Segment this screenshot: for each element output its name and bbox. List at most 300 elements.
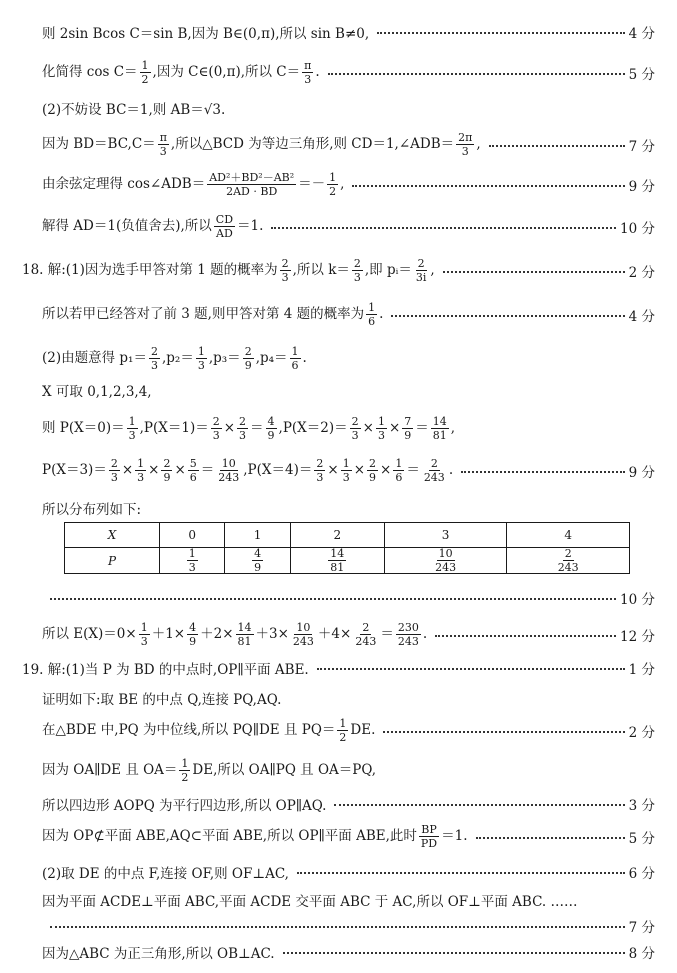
fraction-denominator: 81 [330,561,345,574]
line-text [42,794,326,814]
line-text [42,302,383,327]
line-text [22,258,435,283]
score-mark: 4 分 [628,308,655,325]
fraction-denominator: 243 [218,471,240,484]
line-text [42,824,468,849]
score-mark: 6 分 [628,866,655,882]
fraction-numerator: 2 [212,415,220,428]
text-run: 因为 BD＝BC,C＝ [42,136,156,152]
dot-leader [334,804,624,806]
text-run: 因为平面 ACDE⊥平面 ABC,平面 ACDE 交平面 ABC 于 AC,所以 OF⊥平面 ABC. …… [42,894,578,910]
text-run: ＋1× [151,626,186,642]
text-run: 化简得 cos C＝ [42,64,138,80]
fraction-denominator: 6 [395,471,403,484]
text-run: ＝ [415,420,429,436]
dot-leader [283,952,625,954]
text-run: DE. [350,722,376,738]
fraction-numerator: 5 [189,457,197,470]
text-run: 19. 解:(1)当 P 为 BD 的中点时,OP∥平面 ABE. [22,662,309,678]
fraction-denominator: 3 [212,429,220,442]
solution-line [22,658,655,678]
dot-leader [461,471,625,473]
fraction-numerator: π [159,131,167,144]
fraction [422,458,447,483]
text-run: 所以 E(X)＝0× [42,626,137,642]
dot-leader [352,185,624,187]
text-run: , [450,420,456,436]
text-run: (2)取 DE 的中点 F,连接 OF,则 OF⊥AC, [42,866,289,882]
text-run: ＋4× [317,626,352,642]
score-mark: 9 分 [628,178,655,195]
text-run: × [327,462,339,478]
line-text [42,498,141,518]
fraction [353,622,378,647]
fraction-denominator: 3 [140,635,148,648]
line-text [42,132,481,157]
text-run: ,p₂＝ [161,350,194,366]
solution-line [42,824,655,849]
fraction-numerator: 2 [351,415,359,428]
line-text [42,416,455,441]
text-run: 所以若甲已经答对了前 3 题,则甲答对第 4 题的概率为 [42,306,365,322]
fraction-numerator: 2 [110,457,118,470]
fraction [188,458,199,483]
fraction-denominator: 3 [353,271,361,284]
fraction-numerator: 2 [281,257,289,270]
fraction-numerator: 1 [377,415,385,428]
fraction [431,416,449,441]
line-text [42,758,376,783]
text-run: ＝ [250,420,264,436]
fraction-numerator: 1 [141,59,149,72]
fraction-denominator: 2 [181,771,189,784]
fraction-numerator: CD [215,213,234,226]
fraction-denominator: PD [420,837,438,850]
fraction-denominator: 9 [189,635,197,648]
line-text [42,22,369,42]
fraction-denominator: 6 [189,471,197,484]
text-run: ,p₄＝ [255,350,288,366]
text-run: 所以四边形 AOPQ 为平行四边形,所以 OP∥AQ. [42,798,327,814]
fraction [367,458,378,483]
text-run: , [340,176,345,192]
text-run: ＝－ [298,176,326,192]
fraction [290,346,301,371]
fraction [211,416,222,441]
fraction-numerator: 2 [163,457,171,470]
solution-line [42,942,655,962]
fraction-numerator: 1 [188,547,196,560]
table-cell [290,548,384,574]
fraction [127,416,138,441]
line-text [42,890,578,910]
text-run: 在△BDE 中,PQ 为中位线,所以 PQ∥DE 且 PQ＝ [42,722,336,738]
fraction-denominator: AD [216,227,233,240]
text-run: × [353,462,365,478]
fraction [414,258,429,283]
score-mark: 5 分 [628,830,655,847]
line-text [42,688,281,708]
fraction-numerator: 7 [404,415,412,428]
fraction-denominator: 81 [432,429,447,442]
fraction [252,548,263,573]
text-run: × [223,420,236,436]
dot-leader [383,731,624,733]
line-text [42,622,427,647]
score-mark: 1 分 [628,662,655,678]
fraction-denominator: 3 [197,359,205,372]
dot-leader [297,872,625,874]
line-text [42,98,225,118]
dot-leader [435,635,616,637]
fraction-denominator: 9 [254,561,262,574]
fraction [109,458,120,483]
text-run: (2)由题意得 p₁＝ [42,350,147,366]
text-run: × [174,462,186,478]
score-mark: 8 分 [628,946,655,962]
text-run: × [380,462,392,478]
fraction-denominator: 81 [237,635,252,648]
fraction-numerator: 14 [330,547,345,560]
table-row [65,523,630,548]
solution-line [42,458,655,483]
score-mark: 4 分 [628,26,655,42]
fraction [237,416,248,441]
fraction-denominator: 243 [557,561,579,574]
fraction-numerator: 2 [239,415,247,428]
score-mark: 3 分 [628,798,655,814]
solution-line [42,302,655,327]
fraction [196,346,207,371]
distribution-table [64,522,630,574]
dot-leader [476,837,625,839]
fraction [366,302,377,327]
fraction [314,458,325,483]
fraction [350,416,361,441]
fraction-denominator: 2 [141,73,149,86]
fraction-denominator: 9 [369,471,376,484]
fraction-numerator: 1 [395,457,403,470]
solution-line [42,758,655,783]
text-run: ＝1. [237,218,264,234]
fraction-numerator: 2 [353,257,361,270]
fraction-denominator: 2 [339,731,347,744]
fraction [187,548,198,573]
score-mark: 7 分 [628,920,655,936]
table-cell [160,548,225,574]
table-cell: 1 [225,523,290,548]
fraction-numerator: 1 [181,757,189,770]
fraction-denominator: 3 [239,429,247,442]
text-run: DE,所以 OA∥PQ 且 OA＝PQ, [192,762,377,778]
fraction-numerator: 4 [267,415,275,428]
fraction-numerator: 1 [291,345,299,358]
text-run: (2)不妨设 BC＝1,则 AB＝√3. [42,102,226,118]
fraction-numerator: 1 [140,621,148,634]
solution-line [42,172,655,197]
text-run: ,P(X＝4)＝ [243,462,313,478]
fraction [214,214,235,239]
fraction [187,622,198,647]
fraction [243,346,254,371]
solution-line [42,132,655,157]
fraction-denominator: 243 [435,561,457,574]
text-run: P(X＝3)＝ [42,462,107,478]
text-run: . [379,306,384,322]
fraction [302,60,313,85]
fraction-denominator: 2AD · BD [226,185,278,198]
fraction [376,416,387,441]
text-run: ,即 pᵢ＝ [364,262,412,278]
fraction-numerator: 1 [329,171,337,184]
line-text [42,718,375,743]
dot-leader [443,271,625,273]
fraction [216,458,241,483]
fraction-numerator: π [304,59,312,72]
dot-leader [317,668,625,670]
table-row [65,548,630,574]
table-cell [225,548,290,574]
fraction-numerator: 4 [189,621,197,634]
fraction-numerator: 2 [430,457,438,470]
text-run: × [362,420,374,436]
fraction-denominator: 3 [377,429,385,442]
text-run: 所以分布列如下: [42,502,142,518]
fraction [161,458,172,483]
fraction-denominator: 3 [304,73,312,86]
text-run: , [476,136,481,152]
fraction-numerator: 2 [362,621,370,634]
text-run: ,所以△BCD 为等边三角形,则 CD＝1,∠ADB＝ [170,136,455,152]
fraction-denominator: 243 [397,635,419,648]
dot-leader [328,73,625,75]
fraction [419,824,439,849]
line-text [42,346,307,371]
solution-line [42,22,655,42]
fraction-denominator: 6 [291,359,299,372]
text-run: . [448,462,454,478]
dot-leader [50,598,616,600]
table-cell: 3 [384,523,507,548]
line-text [42,942,275,962]
line-text [42,458,453,483]
text-run: × [388,420,401,436]
fraction-numerator: 14 [432,415,447,428]
solution-line [42,588,655,608]
text-run: ,P(X＝2)＝ [278,420,348,436]
line-text [42,172,344,197]
solution-line [42,60,655,85]
fraction-denominator: 243 [292,635,314,648]
text-run: 由余弦定理得 cos∠ADB＝ [42,176,206,192]
fraction [402,416,413,441]
solution-line [42,622,655,647]
fraction-denominator: 3 [150,359,158,372]
fraction-numerator: 230 [397,621,419,634]
fraction-denominator: 3 [137,471,145,484]
dot-leader [391,315,624,317]
text-run: ,p₃＝ [208,350,241,366]
fraction-numerator: 10 [296,621,311,634]
fraction [396,622,421,647]
text-run: 因为 OP⊄平面 ABE,AQ⊂平面 ABE,所以 OP∥平面 ABE,此时 [42,828,417,844]
dot-leader [271,227,616,229]
score-mark: 2 分 [628,724,655,741]
fraction-numerator: 2 [564,547,572,560]
solution-line [42,688,655,708]
fraction-denominator: 3 [188,561,196,574]
fraction [135,458,146,483]
score-mark: 10 分 [620,592,655,608]
solution-line [42,380,655,400]
solution-line [42,98,655,118]
fraction-numerator: 1 [339,717,347,730]
fraction-denominator: 9 [244,359,252,372]
text-run: 因为△ABC 为正三角形,所以 OB⊥AC. [42,946,275,962]
text-run: ＝ [380,626,394,642]
fraction [140,60,151,85]
fraction-denominator: 2 [329,185,337,198]
solution-line [42,346,655,371]
fraction-numerator: 1 [342,457,350,470]
fraction-denominator: 3i [415,271,427,284]
table-cell: 4 [507,523,630,548]
text-run: ,P(X＝1)＝ [139,420,209,436]
fraction [291,622,316,647]
text-run: X 可取 0,1,2,3,4, [42,384,152,400]
text-run: ＋3× [255,626,289,642]
fraction [352,258,363,283]
fraction-numerator: 2 [316,457,324,470]
fraction [337,718,348,743]
fraction-numerator: BP [421,823,437,836]
dot-leader [489,145,625,147]
fraction-denominator: 3 [110,471,118,484]
score-mark: 10 分 [620,220,655,237]
line-text [42,60,320,85]
line-text [42,214,263,239]
solution-line [22,258,655,283]
fraction-numerator: 14 [237,621,252,634]
line-text [42,862,289,882]
text-run: , [430,262,435,278]
table-cell: 0 [160,523,225,548]
fraction-denominator: 3 [342,471,350,484]
fraction [456,132,474,157]
table-cell [507,548,630,574]
solution-line [42,718,655,743]
table-cell: X [65,523,160,548]
solution-line [42,794,655,814]
fraction-denominator: 3 [128,429,136,442]
solution-line [42,416,655,441]
dot-leader [50,926,625,928]
fraction-numerator: 4 [254,547,262,560]
text-run: 18. 解:(1)因为选手甲答对第 1 题的概率为 [22,262,278,278]
text-run: 则 P(X＝0)＝ [42,420,125,436]
fraction-denominator: 3 [351,429,359,442]
fraction [236,622,254,647]
text-run: 证明如下:取 BE 的中点 Q,连接 PQ,AQ. [42,692,282,708]
table-cell [384,548,507,574]
fraction-numerator: 2 [244,345,252,358]
dot-leader [377,32,624,34]
fraction [139,622,150,647]
fraction-denominator: 243 [423,471,445,484]
text-run: ＝ [406,462,420,478]
text-run: 解得 AD＝1(负值舍去),所以 [42,218,212,234]
text-run: × [148,462,160,478]
fraction-numerator: 10 [221,457,236,470]
fraction [341,458,352,483]
text-run: 则 2sin Bcos C＝sin B,因为 B∈(0,π),所以 sin B≠0, [42,26,370,42]
fraction [556,548,581,573]
fraction-numerator: 2 [417,257,425,270]
solution-line [42,498,655,518]
score-mark: 12 分 [620,628,655,645]
fraction [327,172,338,197]
score-mark: 9 分 [628,464,655,481]
fraction [266,416,277,441]
fraction-denominator: 6 [368,315,376,328]
text-run: ＋2× [200,626,234,642]
fraction-denominator: 3 [316,471,324,484]
solution-line [42,862,655,882]
fraction-numerator: 2 [369,457,376,470]
table-cell: 2 [290,523,384,548]
fraction-denominator: 243 [355,635,377,648]
fraction-numerator: 1 [137,457,145,470]
fraction-denominator: 9 [267,429,275,442]
fraction [433,548,458,573]
text-run: 因为 OA∥DE 且 OA＝ [42,762,178,778]
fraction [207,172,296,197]
fraction-denominator: 9 [163,471,171,484]
fraction [149,346,160,371]
text-run: . [422,626,428,642]
fraction-numerator: 10 [438,547,453,560]
fraction-denominator: 3 [159,145,167,158]
fraction [158,132,169,157]
line-text [42,380,152,400]
fraction [393,458,404,483]
fraction-denominator: 9 [404,429,412,442]
fraction [280,258,291,283]
fraction-numerator: 1 [197,345,205,358]
score-mark: 5 分 [628,66,655,83]
score-mark: 2 分 [628,264,655,281]
solution-line [42,916,655,936]
fraction-denominator: 3 [461,145,469,158]
text-run: × [121,462,134,478]
fraction [179,758,190,783]
line-text [22,658,309,678]
fraction-numerator: AD²＋BD²－AB² [209,171,295,184]
fraction [328,548,346,573]
text-run: ＝1. [441,828,468,844]
text-run: ,所以 k＝ [292,262,350,278]
fraction-numerator: 2π [458,131,473,144]
text-run: ＝ [200,462,215,478]
fraction-numerator: 2 [150,345,158,358]
text-run: ,因为 C∈(0,π),所以 C＝ [152,64,301,80]
solution-line [42,890,655,910]
solution-line [42,214,655,239]
text-run: . [302,350,307,366]
table-cell: P [65,548,160,574]
score-mark: 7 分 [628,138,655,155]
fraction-numerator: 1 [128,415,136,428]
